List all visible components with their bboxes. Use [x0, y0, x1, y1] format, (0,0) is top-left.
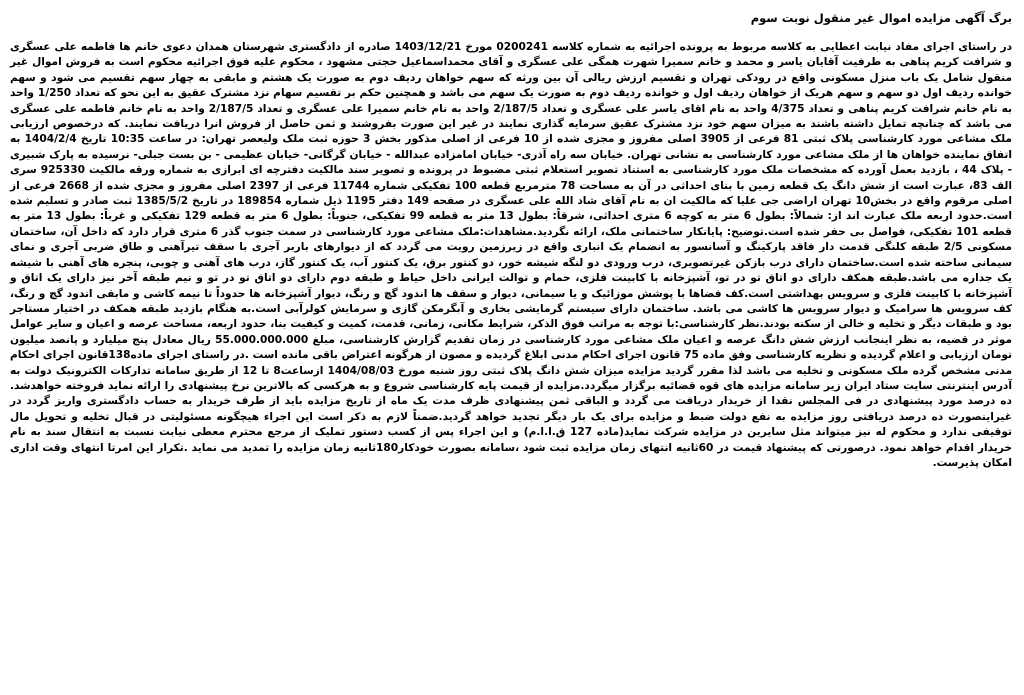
notice-title: برگ آگهی مزایده اموال غیر منقول نوبت سوم: [750, 11, 1012, 25]
notice-body: در راستای اجرای مفاد نیابت اعطایی به کلاسه مربوط به پرونده اجرائیه به شماره کلاسه 0200241 مورخ 1403/12/21 صادره از دادگستری شهرستان همدان دعوی خانم ها فاطمه علی عسگری و شرافت کریم پناهی به طرفیت آقایان یاسر و محمد و خانم سمیرا شهرت همگی علی عسگری و آقای محمداسماعیل حجتی مشهود ، محکوم علیه فوق اجرائیه محکوم است به فروش اموال غیر منقول شامل یک باب منزل مسکونی واقع در رودکی تهران و تقسیم ارزش ریالی آن بین ورثه که سهم خواهان ردیف دوم به صورت یک هشتم و مابقی به چهار سهم تقسیم می شود و سهم خوانده ردیف اول دو سهم و سهم هریک از خواهان ردیف اول و خوانده ردیف دوم به صورت یک سهم می باشد و همچنین حکم بر تقسیم سهام نزد مشترک عقیق به این نحو که تعداد 1/250 واحد به نام خانم شرافت کریم پناهی و تعداد 4/375 واحد به نام اقای یاسر علی عسگری و تعداد 2/187/5 واحد به نام خانم سمیرا علی عسگری و تعداد 2/187/5 واحد به نام خانم فاطمه علی عسگری می باشد که چنانچه تمایل داشته باشند به میزان سهم خود نزد مشترک عقیق سرمایه گذاری نمایند در غیر این صورت بفروشند و ثمن حاصل از فروش انرا دریافت نمایند. که درخصوص ارزیابی ملک مشاعی مورد کارشناسی پلاک ثبتی 81 فرعی از 3905 اصلی مفروز و مجزی شده از 10 فرعی از اصلی مذکور بخش 3 حوزه ثبت ملک ولیعصر تهران: در ساعت 10:35 تاریخ 1404/2/4 به اتفاق نماینده خواهان ها از ملک مشاعی مورد کارشناسی به نشانی تهران. خیابان سه راه آذری- خیابان امامزاده عبدالله - خیابان گرگانی- خیابان عظیمی - بن بست جبلی- نرسیده به پارک شبیری - پلاک 44 ، بازدید بعمل آورده که مشخصات ملک مورد کارشناسی به استناد تصویر استعلام ثبتی مضبوط در پرونده و تصویر سند مالکیت دفترچه ای ابرازی به شماره ورقه مالکیت 925330 سری الف 83، عبارت است از شش دانگ یک قطعه زمین با بنای احداثی در آن به مساحت 78 مترمربع قطعه 100 تفکیکی شماره 11744 فرعی از 2397 اصلی مفروز و مجزی شده از 2668 فرعی از اصلی مرقوم واقع در بخش10 تهران اراضی جی علیا که مالکیت ان به نام آقای شاد الله علی عسگری در صفحه 149 دفتر 1195 ذیل شماره 189854 در تاریخ 1385/5/2 ثبت صادر و تسلیم شده است.حدود اربعه ملک عبارت اند از: شمالاً: بطول 6 متر به کوچه 6 متری احداثی، شرقاً: بطول 13 متر به قطعه 99 تفکیکی، جنوباً: بطول 6 متر به قطعه 129 تفکیکی و غرباً: بطول 13 متر به قطعه 101 تفکیکی، فواصل بی حفر شده است.توضیح: پایانکار ساختمانی ملک، ارائه نگردید.مشاهدات:ملک مشاعی مورد کارشناسی در سمت جنوب گذر 6 متری قرار دارد که داخل آن، ساختمان مسکونی 2/5 طبقه کلنگی قدمت دار فاقد پارکینگ و آسانسور به انضمام یک انباری واقع در زیرزمین رویت می گردد که از دیوارهای باربر آجری با سقف تیرآهنی و طاق ضربی آجری و نمای سیمانی ساخته شده است.ساختمان دارای درب بازکن غیرتصویری، درب ورودی دو لنگه شیشه خور، دو کنتور برق، یک کنتور آب، یک کنتور گاز، درب های آهنی و چوبی، پنجره های آهنی با شیشه یک جداره می باشد.طبقه همکف دارای دو اتاق تو در تو، آشپزخانه با کابینت فلزی، حمام و توالت ایرانی داخل حیاط و طبقه دوم دارای دو اتاق تو در تو و نیم طبقه آخر نیز دارای یک اتاق و آشپزخانه با کابینت فلزی و سرویس بهداشتی است.کف فضاها با پوشش موزائیک و یا سیمانی، دیوار و سقف ها اندود گچ و رنگ، دیوار آشپزخانه ها حدوداً تا نیمه کاشی و مابقی اندود گچ و رنگ، کف سرویس ها سرامیک و دیوار سرویس ها کاشی می باشد. ساختمان دارای سیستم گرمایشی بخاری و آبگرمکن گازی و سرمایش کولرآبی است.به هنگام بازدید طبقه همکف در اختیار مستاجر بود و طبقات دیگر و تخلیه و خالی از سکنه بودند.نظر کارشناسی:با توجه به مراتب فوق الذکر، شرایط مکانی، زمانی، قدمت، کمیت و کیفیت بنا، حدود اربعه، مساحت عرصه و اعیان و سایر عوامل موثر در قضیه، به نظر اینجانب ارزش شش دانگ عرصه و اعیان ملک مشاعی مورد کارشناسی در زمان تقدیم گزارش کارشناسی، مبلغ 55.000.000.000 ریال معادل پنج میلیارد و پانصد میلیون تومان ارزیابی و اعلام گردیده و نظریه کارشناسی وفق ماده 75 قانون اجرای احکام مدنی ابلاغ گردیده و مصون از هرگونه اعتراض باقی مانده است .در راستای اجرای ماده138قانون اجرای احکام مدنی مشخص گرده ملک مسکونی و تخلیه می باشد لذا مقرر گردید مزایده میزان شش دانگ پلاک ثبتی روز شنبه مورخ 1404/08/03 ازساعت8 تا 12 از طریق سامانه تدارکات الکترونیک دولت به آدرس اینترنتی سایت ستاد ایران زیر سامانه مزایده های قوه قضائیه برگزار میگردد.مزایده از قیمت پایه کارشناسی شروع و به هرکسی که بالاترین نرخ پیشنهادی را ارائه نماید فروخته خواهدشد. ده درصد مورد پیشنهادی در فی المجلس نقدا از خریدار دریافت می گردد و الباقی ثمن پیشنهادی ظرف مدت یک ماه از تاریخ مزایده باید از طرف خریدار به حساب دادگستری واریز گردد در غیراینصورت ده درصد دریافتی روز مزایده به نفع دولت ضبط و مزایده برای یک بار دیگر تجدید خواهد گردید.ضمناً لازم به ذکر است این اجراء هیچگونه مسئولیتی در قبال تخلیه و تحویل مال توقیفی ندارد و محکوم له نیز میتواند مثل سایرین در مزایده شرکت نماید(ماده 127 ق.ا.ا.م) و این اجراء پس از کسب دستور تملیک از مرجع محترم معطی نیابت نسبت به انتقال سند به نام خریدار اقدام خواهد نمود. درصورتی که پیشنهاد قیمت در 60ثانیه انتهای زمان مزایده ثبت شود ،سامانه بصورت خودکار180ثانیه زمان مزایده را تمدید می نماید .تکرار این امرتا انتهای وقت اداری امکان پذیرست.: [10, 41, 1013, 469]
